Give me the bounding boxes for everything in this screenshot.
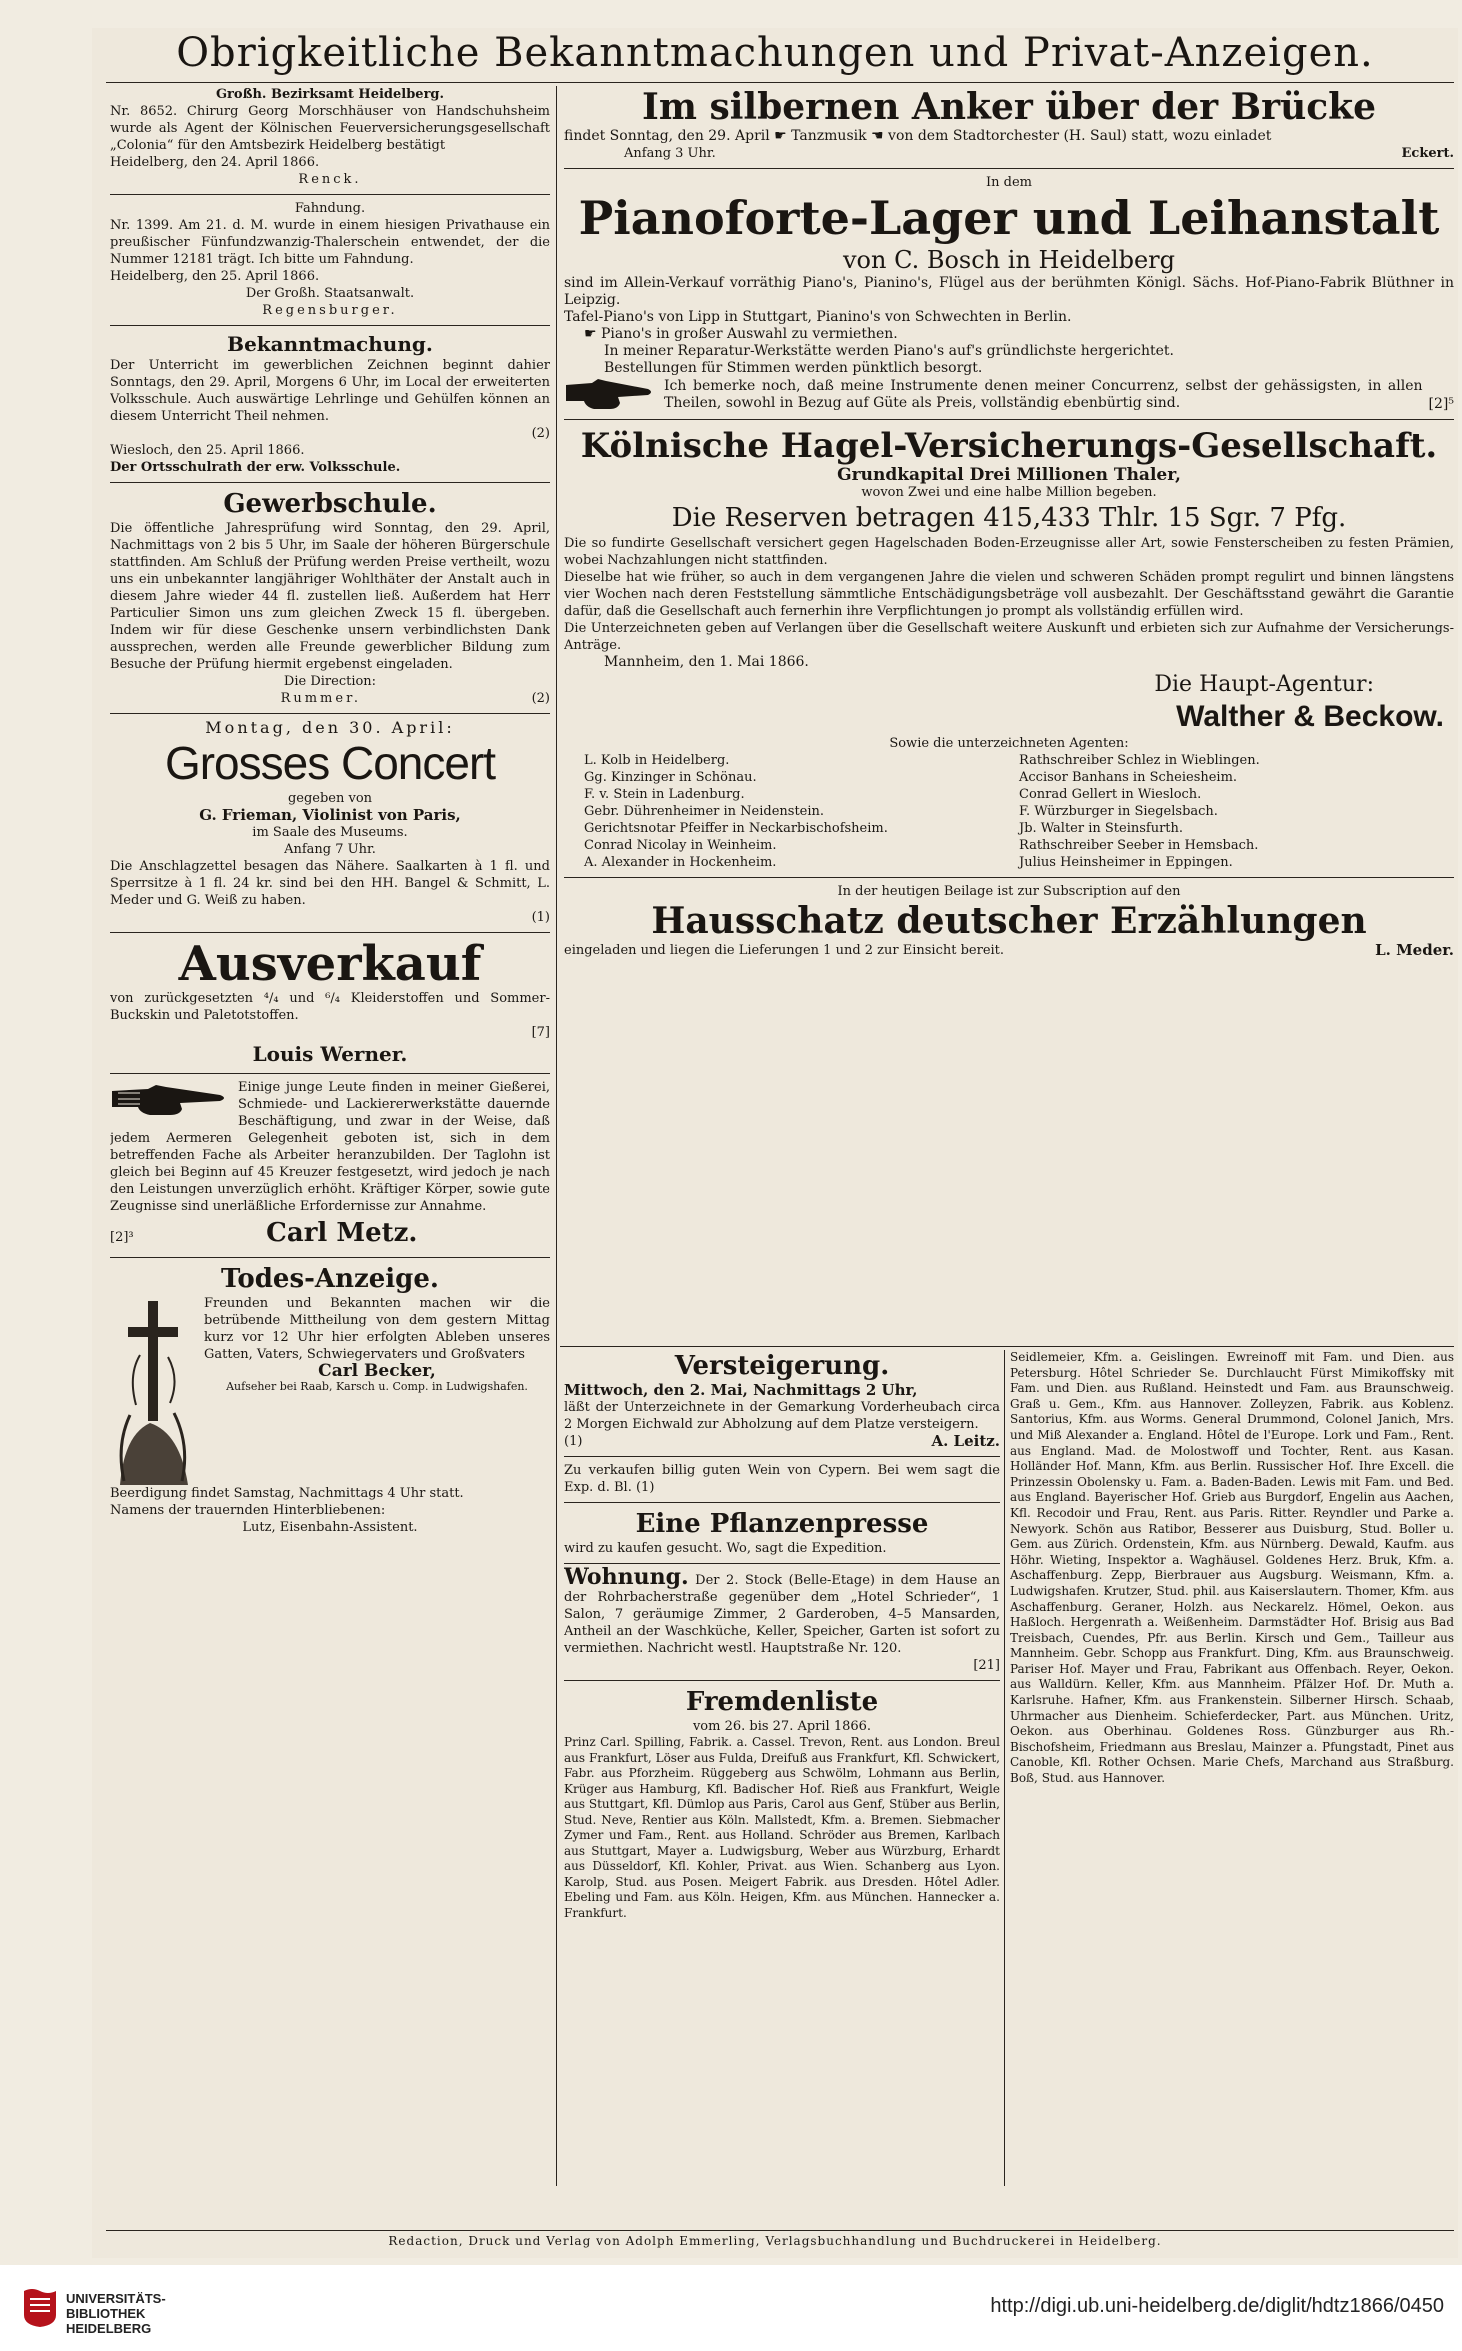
notice-bezirksamt [110,86,550,188]
hagel-body: Die so fundirte Gesellschaft versichert gegen Hagelschaden Boden-Erzeugnisse aller Art, sowie Fensterscheiben zu festen Prämien, wobei Nachzahlungen nicht stattfinden. [564,536,1454,568]
ausverkauf-body: von zurückgesetzten ⁴/₄ und ⁶/₄ Kleiderstoffen und Sommer-Buckskin und Paletotstoffen. [110,991,550,1023]
notice-number: (1) [531,910,550,925]
agent-entry: Gerichtsnotar Pfeiffer in Neckarbischofsheim. [584,821,888,836]
notice-body: Der Unterricht im gewerblichen Zeichnen beginnt dahier Sonntags, den 29. April, Morgens 6 Uhr, im Local der erweiterten Volksschule. Auch auswärtige Lehrlinge und Gehülfen können an diesem Unterricht Theil nehmen. [110,358,550,424]
ad-silberner-anker [564,86,1454,162]
concert-given-by: gegeben von [287,791,373,806]
piano-line: Ich bemerke noch, daß meine Instrumente denen meiner Concurrenz, selbst der gehässigsten, in allen Theilen, sowohl in Bezug auf Güte als Preis, vollständig ebenbürtig sind. [664,378,1423,411]
pointing-hand-icon [110,1081,230,1119]
ad-hausschatz [564,883,1454,959]
wohnung-heading: Wohnung. [564,1564,689,1590]
hagel-heading: Kölnische Hagel-Versicherungs-Gesellschaft. [580,426,1438,466]
divider [564,1456,1000,1457]
concert-title: Grosses Concert [164,737,496,789]
newspaper-sheet [92,28,1458,2258]
ausverkauf-signature: Louis Werner. [252,1042,408,1066]
divider [110,1257,550,1258]
agent-entry: Gg. Kinzinger in Schönau. [584,770,757,785]
notice-bekanntmachung [110,331,550,476]
left-column [110,86,550,2186]
ausverkauf-title: Ausverkauf [178,936,482,992]
piano-line: ☛ Piano's in großer Auswahl zu vermiethen. [584,326,898,342]
agent-entry: F. Würzburger in Siegelsbach. [1019,804,1218,819]
piano-line: In meiner Reparatur-Werkstätte werden Piano's auf's gründlichste hergerichtet. [604,343,1174,359]
notice-todesanzeige [110,1263,550,1536]
notice-date: Heidelberg, den 24. April 1866. [110,155,320,170]
footer-rule [106,2230,1454,2231]
divider [110,932,550,933]
metz-signature: Carl Metz. [266,1218,418,1248]
fremdenliste-body: Seidlemeier, Kfm. a. Geislingen. Ewreinoff mit Fam. und Dien. aus Petersburg. Hôtel Schrieder Se. Durchlaucht Fürst Mimikoffsky mit Fam. und Dien. aus Rußland. Heinstedt und Fam. aus Braunschweig. Graß u. Gem., Kfm. aus Hannover. Zolleyzen, Fabrik. aus Koblenz. Santorius, Kfm. aus Worms. General Drummond, Colonel Janich, Mrs. und Miß Alexander a. England. Hôtel de l'Europe. Lork und Fam., Rent. aus England. Mad. de Molostwoff und Tochter, Rent. aus Kasan. Holländer Hof. Mann, Kfm. aus Berlin. Russischer Hof. Ihre Excell. die Prinzessin Obolensky u. Fam. a. Baden-Baden. Lewis mit Fam. und Bed. aus England. Bayerischer Hof. Grieb aus Burgdorf, Engelin aus Aachen, Kfl. Recodoir und Frau, Rent. aus Paris. Ritter. Reyndler und Parke a. Newyork. Schön aus Ratibor, Besserer aus Duisburg, Stud. Boller u. Gem. aus Zürich. Ordenstein, Kfm. aus Nürnberg. Dewald, Kaufm. aus Höhr. Wieting, Inspektor a. Waghäusel. Goldenes Herz. Bruk, Kfm. a. Aschaffenburg. Zepp, Bierbrauer aus Augsburg. Weismann, Kfm. a. Ludwigshafen. Krutzer, Stud. phil. aus Kaiserslautern. Thomer, Kfm. aus Aschaffenburg. Geraner, Holzh. aus Neckarelz. Hömel, Oekon. aus Haßloch. Hergenrath a. Weißenheim. Darmstädter Hof. Brisig aus Bad Treisbach, Cuendes, Pfr. aus Berlin. Kirsch und Gem., Tailleur aus Mannheim. Gebr. Schopp aus Frankfurt. Ding, Kfm. aus Braunschweig. Pariser Hof. Mayer und Frau, Fabrikant aus Offenbach. Reyer, Oekon. aus Walldürn. Keller, Kfm. aus Mannheim. Pfälzer Hof. Dr. Muth a. Karlsruhe. Hafner, Kfm. aus Frankenstein. Silberner Hirsch. Schaab, Uhrmacher aus Dienheim. Schieferdecker, Part. aus München. Uritz, Oekon. aus Oberhinau. Goldenes Ross. Günzburger aus Rh.-Bischofsheim, Friedmann aus Breslau, Mainzer a. Pfungstadt, Pinet aus Canoble, Kfl. Rother Ochsen. Marie Chefs, Marchand aus Straßburg. Boß, Stud. aus Hannover. [1010,1350,1454,1786]
deceased-role: Aufseher bei Raab, Karsch u. Comp. in Ludwigshafen. [226,1380,528,1393]
concert-artist: G. Frieman, Violinist von Paris, [199,806,461,824]
divider [564,1680,1000,1681]
anker-time: Anfang 3 Uhr. [624,146,716,161]
burial-info: Beerdigung findet Samstag, Nachmittags 4 Uhr statt. [110,1486,464,1501]
permalink-url[interactable]: http://digi.ub.uni-heidelberg.de/diglit/hdtz1866/0450 [990,2295,1444,2317]
hagel-agency-label: Die Haupt-Agentur: [1154,672,1374,697]
divider [564,168,1454,169]
agent-entry: F. v. Stein in Ladenburg. [584,787,745,802]
ad-pianoforte [564,174,1454,413]
notice-body: Freunden und Bekannten machen wir die betrübende Mittheilung von dem gestern Mittag kurz vor 12 Uhr hier erfolgten Ableben unseres Gatten, Vaters, Schwiegervaters und Großvaters [204,1296,550,1362]
divider [110,713,550,714]
divider [110,325,550,326]
metz-body: Einige junge Leute finden in meiner Gießerei, Schmiede- und Lackiererwerkstätte dauernde Beschäftigung, und zwar in der Weise, daß jedem Aermeren Gelegenheit geboten ist, sich in dem betreffenden Fache als Arbeiter heranzubilden. Der Taglohn ist gleich bei Beginn auf 45 Kreuzer festgesetzt, wird jedoch je nach den Leistungen unverzüglich erhöht. Kräftiger Körper, sowie gute Zeugnisse sind unerläßliche Erfordernisse zur Annahme. [110,1080,550,1214]
fremdenliste-continued [1010,1350,1454,1787]
concert-date: Montag, den 30. April: [205,718,455,737]
notice-heading: Todes-Anzeige. [221,1264,439,1294]
fremdenliste-heading: Fremdenliste [685,1687,879,1717]
notice-signature: Renck. [298,172,362,187]
agent-entry: Rathschreiber Schlez in Wieblingen. [1019,753,1260,768]
ad-ausverkauf [110,938,550,1067]
notice-signature: Der Ortsschulrath der erw. Volksschule. [110,460,401,475]
notice-number: (2) [531,426,550,441]
far-right-lower-column [1010,1350,1454,2186]
notice-body: Nr. 8652. Chirurg Georg Morschhäuser von Handschuhsheim wurde als Agent der Kölnischen Feuerversicherungsgesellschaft „Colonia“ für den Amtsbezirk Heidelberg bestätigt [110,104,550,153]
notice-number: [7] [531,1025,550,1040]
concert-details: Die Anschlagzettel besagen das Nähere. Saalkarten à 1 fl. und Sperrsitze à 1 fl. 24 kr. sind bei den HH. Bangel & Schmitt, L. Meder und G. Weiß zu haben. [110,859,550,908]
agent-entry: A. Alexander in Hockenheim. [584,855,777,870]
university-library-logo-icon [20,2285,60,2329]
auction-date: Mittwoch, den 2. Mai, Nachmittags 2 Uhr, [564,1381,918,1399]
hagel-capital: Grundkapital Drei Millionen Thaler, [837,465,1181,485]
hagel-capital-note: wovon Zwei und eine halbe Million begeben. [861,485,1157,500]
hausschatz-signature: L. Meder. [1375,941,1454,959]
grave-cross-icon [110,1295,196,1485]
divider [110,482,550,483]
library-name-line: BIBLIOTHEK [66,2306,146,2321]
piano-line: Bestellungen für Stimmen werden pünktlich besorgt. [604,360,983,376]
ad-concert [110,719,550,926]
notice-body: Die öffentliche Jahresprüfung wird Sonntag, den 29. April, Nachmittags von 2 bis 5 Uhr, im Saale der höheren Bürgerschule stattfinden. Am Schluß der Prüfung werden Preise vertheilt, wozu uns ein unbekannter langjähriger Wohlthäter der Anstalt auch in diesem Jahre wieder 44 fl. zustellen ließ. Außerdem hat Herr Particulier Simon uns zum gleichen Zweck 15 fl. übergeben. Indem wir für diese Geschenke unsern verbindlichsten Dank aussprechen, werden alle Freunde gewerblicher Bildung zum Besuche der Prüfung hiermit ergebenst eingeladen. [110,521,550,672]
viewer-footer [0,2265,1462,2351]
notice-number: (2) [531,691,550,706]
piano-owner: von C. Bosch in Heidelberg [842,246,1175,274]
anker-signature: Eckert. [1401,146,1454,161]
agent-entry: Jb. Walter in Steinsfurth. [1019,821,1184,836]
hagel-date: Mannheim, den 1. Mai 1866. [604,654,809,670]
wine-ad-body: Zu verkaufen billig guten Wein von Cypern. Bei wem sagt die Exp. d. Bl. [564,1463,1000,1495]
agent-entry: Accisor Banhans in Scheiesheim. [1019,770,1238,785]
notice-number: [21] [973,1658,1000,1673]
presse-body: wird zu kaufen gesucht. Wo, sagt die Expedition. [564,1541,887,1556]
notice-heading: Bekanntmachung. [227,332,433,356]
hagel-agents-heading: Sowie die unterzeichneten Agenten: [889,736,1129,751]
notice-fahndung [110,200,550,319]
notice-body: läßt der Unterzeichnete in der Gemarkung Vorderheubach circa 2 Morgen Eichwald zur Abholzung auf dem Platze versteigern. [564,1400,1000,1432]
agent-entry: Rathschreiber Seeber in Hemsbach. [1019,838,1259,853]
notice-number: (1) [635,1480,655,1495]
notice-gewerbschule [110,488,550,707]
agent-entry: Gebr. Dührenheimer in Neidenstein. [584,804,825,819]
notice-number: [2]⁵ [1428,396,1454,412]
ad-wohnung [564,1564,1000,1674]
notice-signature: Der Großh. Staatsanwalt. [245,286,415,301]
deceased-name: Carl Becker, [318,1361,436,1381]
concert-time: Anfang 7 Uhr. [284,842,376,857]
library-name-line: UNIVERSITÄTS- [66,2291,166,2306]
anker-heading: Im silbernen Anker über der Brücke [641,86,1377,128]
presse-heading: Eine Pflanzenpresse [635,1509,929,1539]
notice-heading: Versteigerung. [674,1351,890,1381]
divider [564,1502,1000,1503]
right-upper-column [564,86,1454,1348]
piano-line: sind im Allein-Verkauf vorräthig Piano's, Pianino's, Flügel aus der berühmten Königl. Sächs. Hof-Piano-Fabrik Blüthner in Leipzig. [564,275,1454,308]
hausschatz-body: eingeladen und liegen die Lieferungen 1 und 2 zur Einsicht bereit. [564,943,1005,958]
notice-signature: Die Direction: [283,674,377,689]
hausschatz-preface: In der heutigen Beilage ist zur Subscription auf den [837,884,1181,899]
hagel-agency-firm: Walther & Beckow. [1176,700,1444,733]
pointing-hand-icon [564,377,654,413]
column-divider-right [1004,1350,1005,2186]
notice-heading: Fahndung. [294,201,366,216]
library-name-line: HEIDELBERG [66,2321,152,2336]
hagel-body: Dieselbe hat wie früher, so auch in dem vergangenen Jahre die vielen und schweren Schäden prompt regulirt und binnen längstens vier Wochen nach deren Feststellung sämmtliche Entschädigungsbeträge voll ausbezahlt. Der Geschäftsstand gewährt die Garantie dafür, daß die Gesellschaft auch fernerhin ihre Verpflichtungen jo prompt als vollständig erfüllen wird. [564,570,1454,619]
masthead-rule [106,82,1454,83]
library-name [66,2291,166,2336]
notice-signature-name: Regensburger. [262,303,398,318]
piano-preface: In dem [986,175,1032,190]
concert-place: im Saale des Museums. [252,825,408,840]
notice-date: Wiesloch, den 25. April 1866. [110,443,305,458]
agents-list [564,752,1454,871]
ad-carl-metz [110,1079,550,1251]
hausschatz-heading: Hausschatz deutscher Erzählungen [651,900,1367,942]
agent-entry: L. Kolb in Heidelberg. [584,753,730,768]
notice-heading: Gewerbschule. [223,489,437,519]
ad-hagel-versicherung [564,425,1454,871]
column-divider-left [556,86,557,2186]
hagel-reserves: Die Reserven betragen 415,433 Thlr. 15 Sgr. 7 Pfg. [671,503,1347,533]
ad-pflanzenpresse [564,1508,1000,1557]
fremdenliste-date: vom 26. bis 27. April 1866. [692,1719,872,1734]
divider [564,419,1454,420]
wohnung-body: Der 2. Stock (Belle-Etage) in dem Hause an der Rohrbacherstraße gegenüber dem „Hotel Schrieder“, 1 Salon, 7 geräumige Zimmer, 2 Garderoben, 4–5 Mansarden, Antheil an der Waschküche, Keller, Speicher, Garten ist sofort zu vermiethen. Nachricht westl. Hauptstraße Nr. 120. [564,1573,1000,1656]
agent-entry: Conrad Gellert in Wiesloch. [1019,787,1202,802]
notice-number: (1) [564,1434,583,1449]
piano-heading: Pianoforte-Lager und Leihanstalt [578,191,1440,245]
notice-signature: Lutz, Eisenbahn-Assistent. [242,1520,418,1535]
ad-wein [564,1462,1000,1496]
piano-line: Tafel-Piano's von Lipp in Stuttgart, Pianino's von Schwechten in Berlin. [564,309,1072,325]
divider [110,194,550,195]
family-line: Namens der trauernden Hinterbliebenen: [110,1503,386,1518]
fremdenliste [564,1686,1000,1921]
fremdenliste-body: Prinz Carl. Spilling, Fabrik. a. Cassel. Trevon, Rent. aus London. Breul aus Frankfurt, Löser aus Fulda, Dreifuß aus Frankfurt, Kfl. Schwickert, Fabr. aus Pforzheim. Rüggeberg aus Schwölm, Lohmann aus Berlin, Krüger aus Hamburg, Kfl. Badischer Hof. Rieß aus Frankfurt, Weigle aus Stuttgart, Kfl. Dümlop aus Paris, Carol aus Genf, Stüber aus Berlin, Stud. Neve, Rentier aus Köln. Mallstedt, Kfm. a. Bremen. Siebmacher Zymer und Fam., Rent. aus Holland. Schröder aus Bremen, Karlbach aus Stuttgart, Mayer a. Ludwigsburg, Weber aus Würzburg, Erhardt aus Düsseldorf, Kfl. Kohler, Privat. aus Wien. Schanberg aus Lyon. Karolp, Stud. aus Posen. Meigert Fabrik. aus Dresden. Hôtel Adler. Ebeling und Fam. aus Köln. Heigen, Kfm. aus München. Hannecker a. Frankfurt. [564,1735,1000,1920]
notice-signature-name: Rummer. [280,691,361,706]
anker-body: findet Sonntag, den 29. April ☛ Tanzmusik ☚ von dem Stadtorchester (H. Saul) statt, wozu einladet [564,128,1272,144]
agent-entry: Julius Heinsheimer in Eppingen. [1019,855,1233,870]
notice-number: [2]³ [110,1230,134,1245]
divider [564,877,1454,878]
masthead: Obrigkeitliche Bekanntmachungen und Privat-Anzeigen. [176,30,1374,76]
middle-lower-column [564,1350,1000,2186]
notice-body: Nr. 1399. Am 21. d. M. wurde in einem hiesigen Privathause ein preußischer Fünfundzwanzig-Thalerschein entwendet, der die Nummer 12181 trägt. Ich bitte um Fahndung. [110,218,550,267]
imprint: Redaction, Druck und Verlag von Adolph Emmerling, Verlagsbuchhandlung und Buchdruckerei in Heidelberg. [388,2234,1162,2248]
divider [110,1073,550,1074]
notice-date: Heidelberg, den 25. April 1866. [110,269,320,284]
notice-versteigerung [564,1350,1000,1450]
notice-signature: A. Leitz. [931,1432,1000,1450]
notice-heading: Großh. Bezirksamt Heidelberg. [215,87,445,102]
agent-entry: Conrad Nicolay in Weinheim. [584,838,777,853]
hagel-body: Die Unterzeichneten geben auf Verlangen über die Gesellschaft weitere Auskunft und erbieten sich zur Aufnahme der Versicherungs-Anträge. [564,621,1454,653]
